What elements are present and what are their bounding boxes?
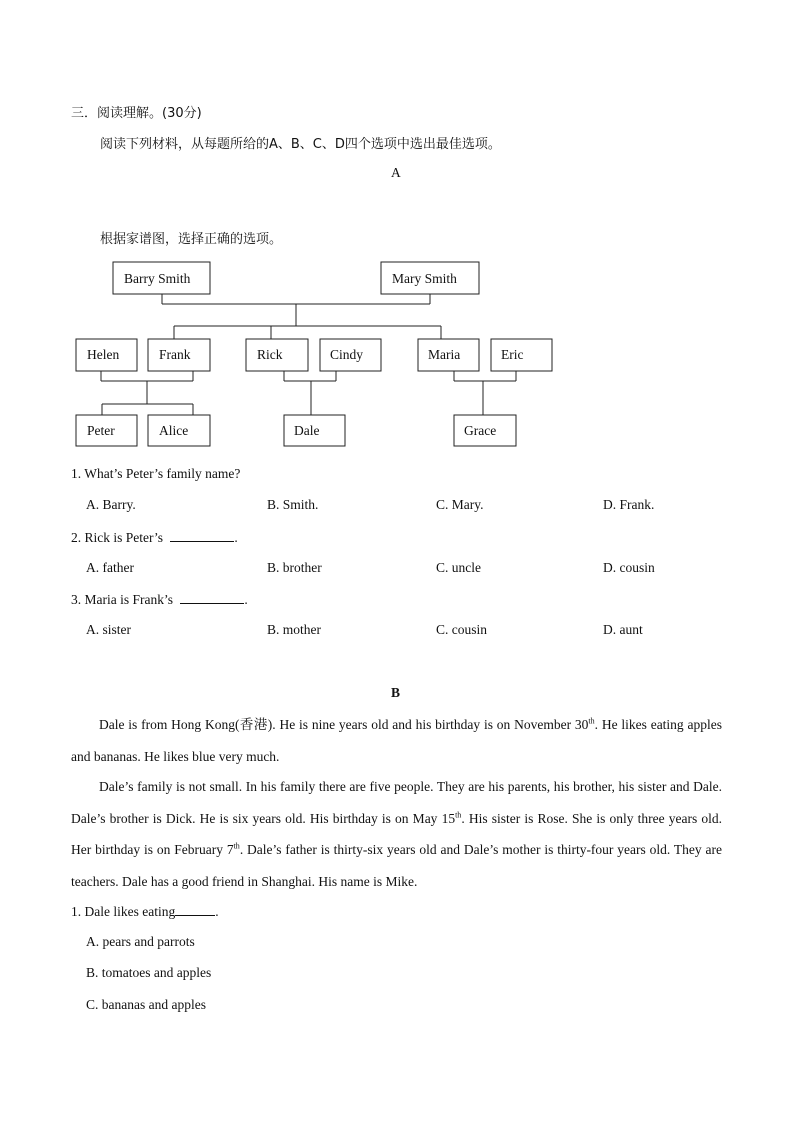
tree-node-rick	[246, 339, 308, 371]
tree-node-label: Peter	[87, 423, 115, 438]
option-a2-a: A. father	[86, 560, 134, 575]
tree-node-label: Dale	[294, 423, 320, 438]
option-a2-b: B. brother	[267, 560, 322, 575]
answer-blank[interactable]	[175, 903, 215, 916]
family-tree	[0, 0, 794, 460]
option-b1-c: C. bananas and apples	[86, 997, 206, 1012]
option-a2-c: C. uncle	[436, 560, 481, 575]
question-b1-suffix: .	[215, 904, 219, 919]
section-heading: 三．阅读理解。(30分)	[71, 106, 202, 121]
tree-node-frank	[148, 339, 210, 371]
tree-node-label: Mary Smith	[392, 271, 457, 286]
passage-paragraph-2	[71, 771, 722, 897]
ordinal-suffix: th	[233, 841, 240, 851]
option-a1-a: A. Barry.	[86, 497, 136, 512]
question-a3	[71, 591, 248, 608]
question-a3-stem: 3. Maria is Frank’s	[71, 592, 173, 607]
option-b1-b: B. tomatoes and apples	[86, 965, 212, 980]
tree-node-alice	[148, 415, 210, 446]
option-a1-d: D. Frank.	[603, 497, 655, 512]
passage-paragraph-1	[71, 709, 722, 772]
question-a3-suffix: .	[244, 592, 248, 607]
question-a1-stem: 1. What’s Peter’s family name?	[71, 466, 241, 481]
option-a2-d: D. cousin	[603, 560, 655, 575]
tree-node-dale	[284, 415, 345, 446]
question-a2	[71, 529, 238, 546]
option-a3-a: A. sister	[86, 622, 131, 637]
ordinal-suffix: th	[588, 716, 595, 726]
part-a-label: A	[391, 165, 401, 180]
tree-node-label: Cindy	[330, 347, 364, 362]
section-instruction: 阅读下列材料，从每题所给的A、B、C、D四个选项中选出最佳选项。	[100, 137, 501, 152]
option-a3-c: C. cousin	[436, 622, 488, 637]
tree-node-label: Alice	[159, 423, 189, 438]
part-a-prompt: 根据家谱图，选择正确的选项。	[100, 232, 283, 247]
passage-text: . His sister is Rose. She is only three years old. Her birthday is on February 7	[71, 810, 722, 857]
option-a3-d: D. aunt	[603, 622, 643, 637]
passage-text: . Dale’s father is thirty-six years old and Dale’s mother is thirty-four years old. They are teachers. Dale has a good friend in Shanghai. His name is Mike.	[71, 842, 722, 889]
tree-node-cindy	[320, 339, 381, 371]
question-b1-stem: 1. Dale likes eating	[71, 904, 176, 919]
part-b-label: B	[391, 685, 401, 700]
tree-node-peter	[76, 415, 137, 446]
tree-node-label: Eric	[501, 347, 524, 362]
option-a1-b: B. Smith.	[267, 497, 319, 512]
tree-node-label: Frank	[159, 347, 191, 362]
passage-text: Dale’s family is not small. In his family there are five people. They are his parents, his brother, his sister and Dale. Dale’s brother is Dick. He is six years old. His birthday is on May 15	[71, 779, 722, 826]
tree-node-mary-smith	[381, 262, 479, 294]
passage-text: Dale is from Hong Kong(香港). He is nine years old and his birthday is on November 30	[99, 717, 589, 732]
tree-node-eric	[491, 339, 552, 371]
question-b1	[71, 903, 219, 920]
tree-node-label: Helen	[87, 347, 120, 362]
question-a2-suffix: .	[234, 530, 238, 545]
tree-node-label: Maria	[428, 347, 461, 362]
question-a2-stem: 2. Rick is Peter’s	[71, 530, 163, 545]
passage-text: . He likes eating apples and bananas. He likes blue very much.	[71, 717, 722, 764]
ordinal-suffix: th	[455, 810, 462, 819]
answer-blank[interactable]	[170, 529, 234, 542]
tree-node-label: Rick	[257, 347, 283, 362]
tree-node-barry-smith	[113, 262, 210, 294]
option-a1-c: C. Mary.	[436, 497, 484, 512]
tree-node-maria	[418, 339, 479, 371]
option-b1-a: A. pears and parrots	[86, 934, 195, 949]
answer-blank[interactable]	[180, 591, 244, 604]
tree-node-label: Barry Smith	[124, 271, 191, 286]
tree-node-label: Grace	[464, 423, 497, 438]
tree-node-helen	[76, 339, 137, 371]
option-a3-b: B. mother	[267, 622, 321, 637]
tree-node-grace	[454, 415, 516, 446]
